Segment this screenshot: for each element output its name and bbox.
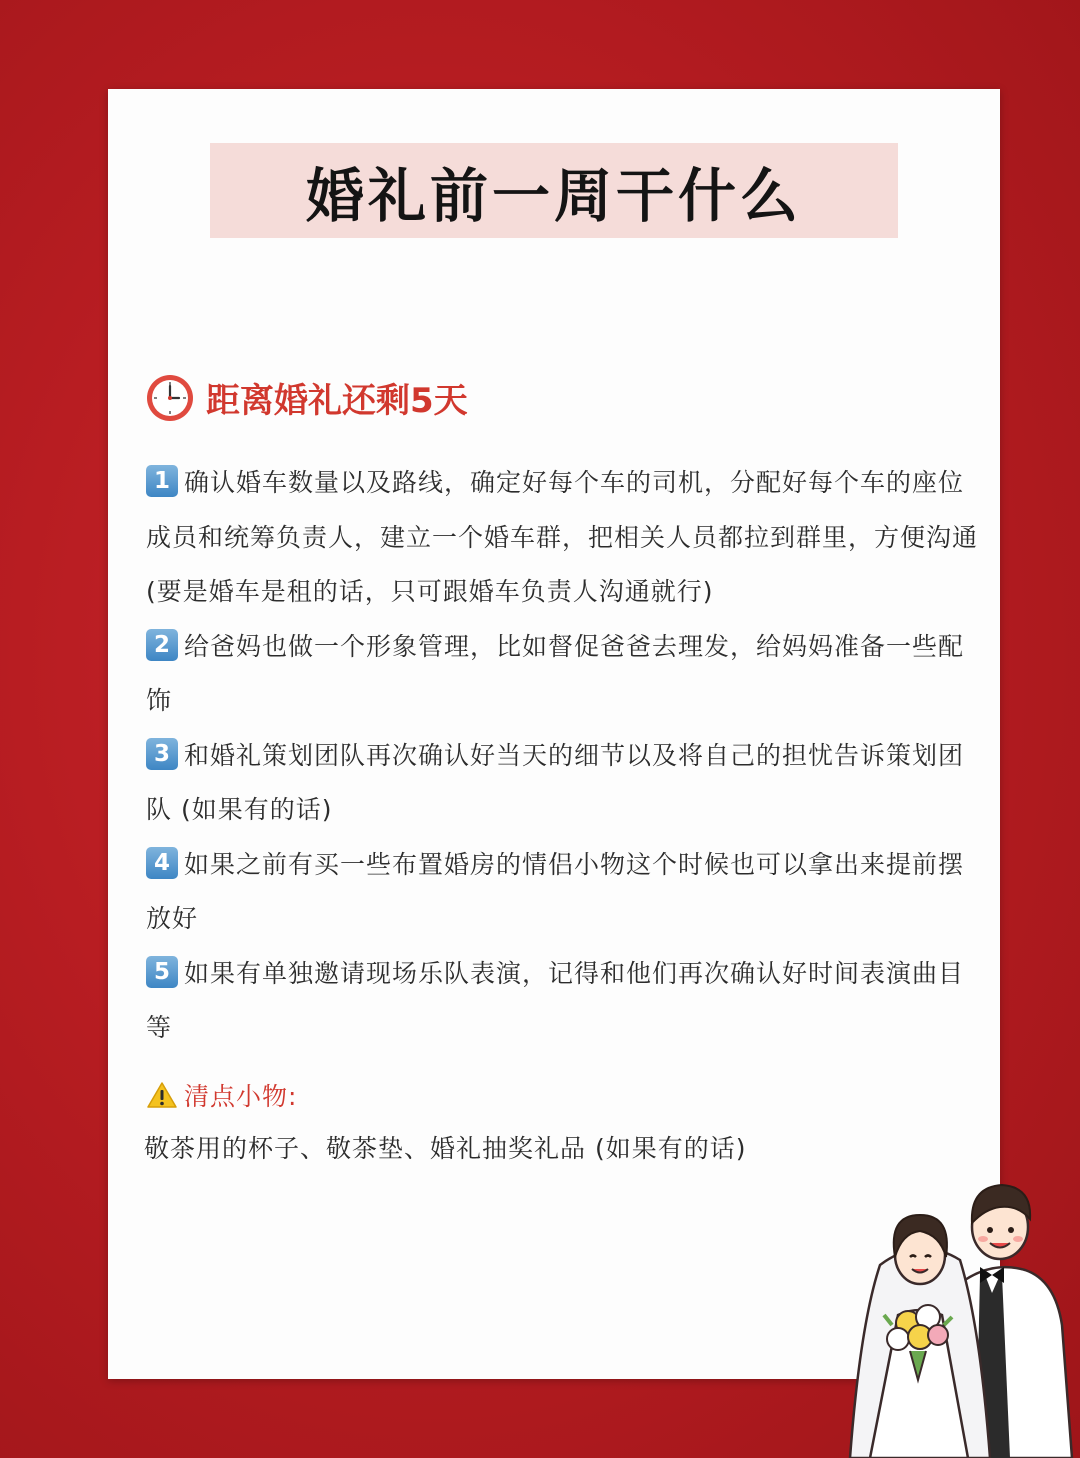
number-badge: 2	[146, 629, 178, 661]
number-badge: 4	[146, 847, 178, 879]
number-badge: 5	[146, 956, 178, 988]
item-text: 如果之前有买一些布置婚房的情侣小物这个时候也可以拿出来提前摆放好	[146, 849, 965, 933]
number-badge: 1	[146, 465, 178, 497]
section-title: 距离婚礼还剩5天	[206, 380, 468, 421]
alarm-clock-icon	[144, 371, 196, 423]
bride-groom-illustration	[840, 1175, 1080, 1458]
list-item	[146, 620, 986, 729]
checklist-text: 敬茶用的杯子、敬茶垫、婚礼抽奖礼品 (如果有的话)	[144, 1134, 747, 1163]
item-text: 确认婚车数量以及路线，确定好每个车的司机，分配好每个车的座位成员和统筹负责人，建立一个婚车群，把相关人员都拉到群里，方便沟通 (要是婚车是租的话，只可跟婚车负责人沟通就行)	[146, 468, 979, 606]
checklist-header	[146, 1077, 297, 1113]
item-text: 给爸妈也做一个形象管理，比如督促爸爸去理发，给妈妈准备一些配饰	[146, 631, 965, 715]
item-text: 如果有单独邀请现场乐队表演，记得和他们再次确认好时间表演曲目等	[146, 958, 965, 1042]
title-banner	[210, 143, 898, 238]
section-header	[144, 371, 468, 423]
list-item	[146, 947, 986, 1056]
checklist-title: 清点小物:	[184, 1082, 298, 1111]
list-item	[146, 456, 986, 620]
task-list	[146, 456, 986, 1056]
list-item	[146, 729, 986, 838]
number-badge: 3	[146, 738, 178, 770]
item-text: 和婚礼策划团队再次确认好当天的细节以及将自己的担忧告诉策划团队 (如果有的话)	[146, 740, 965, 824]
list-item	[146, 838, 986, 947]
page-title: 婚礼前一周干什么	[305, 161, 802, 230]
warning-icon	[146, 1081, 178, 1109]
